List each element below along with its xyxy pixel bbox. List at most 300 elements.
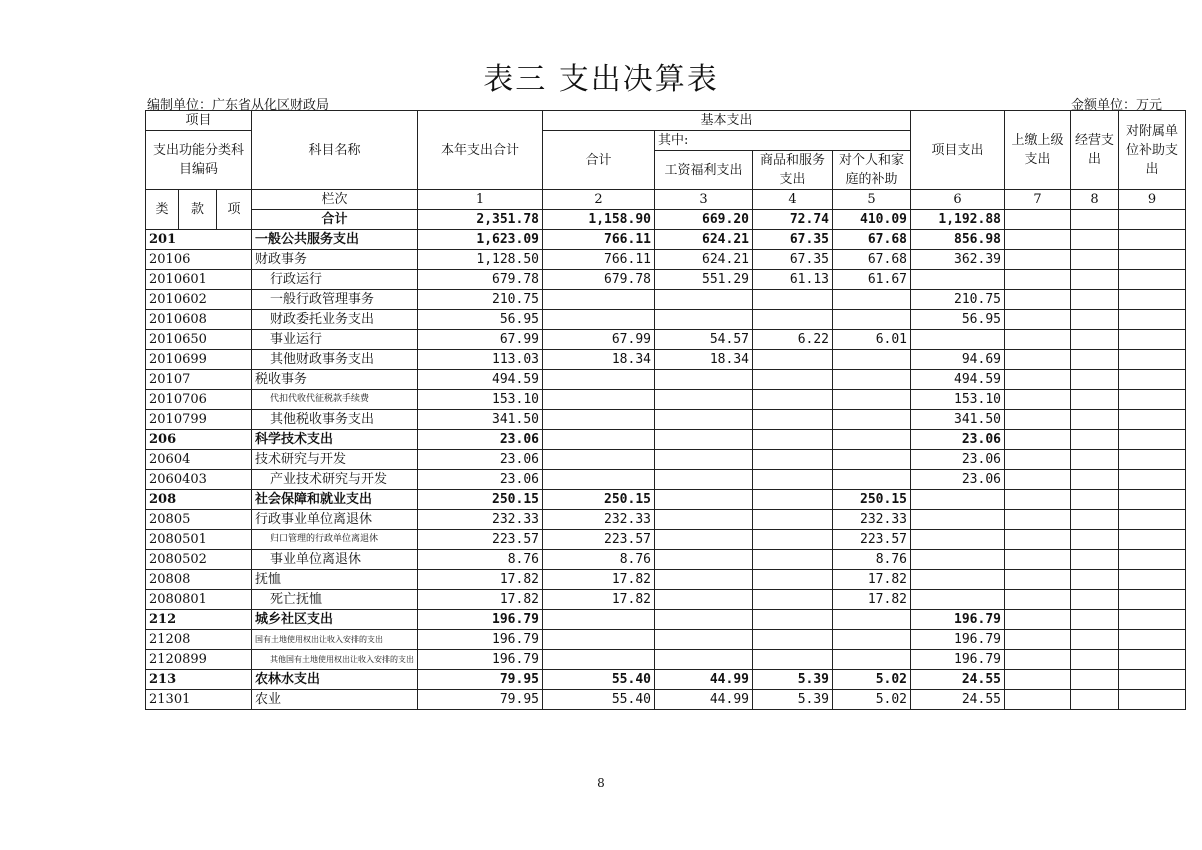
row-v6: [911, 490, 1005, 510]
row-v8: [1071, 630, 1119, 650]
row-v6: [911, 270, 1005, 290]
table-row: [146, 490, 1186, 510]
total-v5: 410.09: [833, 210, 911, 230]
row-v2: 18.34: [543, 350, 655, 370]
row-name: 科学技术支出: [252, 430, 418, 450]
col-no: 7: [1005, 190, 1071, 210]
header-kuan: 款: [179, 190, 217, 230]
row-v3: 18.34: [655, 350, 753, 370]
row-code: 20107: [146, 370, 252, 390]
row-v9: [1119, 470, 1186, 490]
row-v7: [1005, 450, 1071, 470]
col-no: 4: [753, 190, 833, 210]
row-v8: [1071, 530, 1119, 550]
row-v8: [1071, 450, 1119, 470]
table-row: [146, 410, 1186, 430]
row-v7: [1005, 590, 1071, 610]
row-v9: [1119, 370, 1186, 390]
table-row: [146, 650, 1186, 670]
row-v4: [753, 650, 833, 670]
header-xiang: 项: [217, 190, 252, 230]
row-v7: [1005, 530, 1071, 550]
table-row: [146, 610, 1186, 630]
row-name: 一般公共服务支出: [252, 230, 418, 250]
table-row: [146, 250, 1186, 270]
row-v5: 250.15: [833, 490, 911, 510]
row-name: 税收事务: [252, 370, 418, 390]
row-v9: [1119, 250, 1186, 270]
row-v8: [1071, 430, 1119, 450]
row-v2: 17.82: [543, 590, 655, 610]
row-v4: [753, 510, 833, 530]
row-v4: [753, 410, 833, 430]
row-v1: 494.59: [418, 370, 543, 390]
header-wage: 工资福利支出: [655, 151, 753, 190]
row-v1: 17.82: [418, 570, 543, 590]
row-v9: [1119, 530, 1186, 550]
row-v5: 6.01: [833, 330, 911, 350]
row-v3: [655, 390, 753, 410]
table-row: [146, 310, 1186, 330]
row-code: 2010650: [146, 330, 252, 350]
row-v2: [543, 630, 655, 650]
row-v4: [753, 370, 833, 390]
row-code: 21208: [146, 630, 252, 650]
row-v2: [543, 290, 655, 310]
row-v4: [753, 490, 833, 510]
table-row: [146, 270, 1186, 290]
row-v6: 856.98: [911, 230, 1005, 250]
row-v7: [1005, 670, 1071, 690]
row-v7: [1005, 490, 1071, 510]
row-v3: 551.29: [655, 270, 753, 290]
row-v9: [1119, 310, 1186, 330]
row-v7: [1005, 650, 1071, 670]
row-name: 行政运行: [252, 270, 418, 290]
row-v1: 196.79: [418, 630, 543, 650]
row-v4: 67.35: [753, 230, 833, 250]
header-personal: 对个人和家庭的补助: [833, 151, 911, 190]
row-v8: [1071, 610, 1119, 630]
row-v3: [655, 470, 753, 490]
row-v1: 79.95: [418, 670, 543, 690]
table-row: [146, 350, 1186, 370]
row-v5: 67.68: [833, 250, 911, 270]
row-v1: 223.57: [418, 530, 543, 550]
row-v6: 341.50: [911, 410, 1005, 430]
row-v5: 17.82: [833, 590, 911, 610]
col-no: 6: [911, 190, 1005, 210]
table-row: [146, 450, 1186, 470]
row-v6: [911, 590, 1005, 610]
row-v8: [1071, 330, 1119, 350]
row-v6: 94.69: [911, 350, 1005, 370]
row-code: 2010699: [146, 350, 252, 370]
row-v1: 8.76: [418, 550, 543, 570]
row-name: 农林水支出: [252, 670, 418, 690]
row-v8: [1071, 350, 1119, 370]
row-v4: [753, 530, 833, 550]
row-v1: 56.95: [418, 310, 543, 330]
row-v2: 17.82: [543, 570, 655, 590]
col-no: 5: [833, 190, 911, 210]
row-v9: [1119, 570, 1186, 590]
row-v4: 5.39: [753, 670, 833, 690]
row-name: 其他税收事务支出: [252, 410, 418, 430]
row-v3: [655, 650, 753, 670]
table-row: [146, 470, 1186, 490]
total-v7: [1005, 210, 1071, 230]
row-v3: [655, 450, 753, 470]
total-v1: 2,351.78: [418, 210, 543, 230]
row-code: 20106: [146, 250, 252, 270]
row-v8: [1071, 550, 1119, 570]
row-v1: 232.33: [418, 510, 543, 530]
table-row: [146, 690, 1186, 710]
row-v5: [833, 290, 911, 310]
row-v4: [753, 590, 833, 610]
row-v3: [655, 310, 753, 330]
table-row: [146, 390, 1186, 410]
row-v8: [1071, 230, 1119, 250]
row-name: 产业技术研究与开发: [252, 470, 418, 490]
row-v3: [655, 410, 753, 430]
row-v5: [833, 450, 911, 470]
row-v7: [1005, 230, 1071, 250]
row-v5: 67.68: [833, 230, 911, 250]
row-v6: 196.79: [911, 630, 1005, 650]
col-no: 3: [655, 190, 753, 210]
row-v6: 196.79: [911, 610, 1005, 630]
row-name: 社会保障和就业支出: [252, 490, 418, 510]
row-v7: [1005, 570, 1071, 590]
header-func-code: 支出功能分类科目编码: [146, 131, 252, 190]
row-v6: 153.10: [911, 390, 1005, 410]
row-code: 2080502: [146, 550, 252, 570]
row-v9: [1119, 350, 1186, 370]
row-v8: [1071, 370, 1119, 390]
table-row: [146, 230, 1186, 250]
row-v4: [753, 390, 833, 410]
total-v2: 1,158.90: [543, 210, 655, 230]
row-v1: 113.03: [418, 350, 543, 370]
row-v1: 210.75: [418, 290, 543, 310]
total-v8: [1071, 210, 1119, 230]
row-v5: 223.57: [833, 530, 911, 550]
row-v6: 23.06: [911, 470, 1005, 490]
row-v7: [1005, 410, 1071, 430]
col-no: 8: [1071, 190, 1119, 210]
row-v8: [1071, 410, 1119, 430]
row-code: 213: [146, 670, 252, 690]
table-row: [146, 630, 1186, 650]
header-business: 经营支出: [1071, 111, 1119, 190]
row-v8: [1071, 310, 1119, 330]
row-v3: [655, 490, 753, 510]
row-code: 2010608: [146, 310, 252, 330]
row-v5: [833, 650, 911, 670]
row-v7: [1005, 690, 1071, 710]
row-code: 20604: [146, 450, 252, 470]
row-v2: [543, 650, 655, 670]
row-v6: [911, 570, 1005, 590]
row-v7: [1005, 350, 1071, 370]
row-v2: [543, 370, 655, 390]
row-v5: 61.67: [833, 270, 911, 290]
row-code: 21301: [146, 690, 252, 710]
header-project: 项目支出: [911, 111, 1005, 190]
row-code: 2120899: [146, 650, 252, 670]
row-v5: 17.82: [833, 570, 911, 590]
row-v2: 250.15: [543, 490, 655, 510]
header-item: 项目: [146, 111, 252, 131]
row-v6: 24.55: [911, 690, 1005, 710]
row-v8: [1071, 650, 1119, 670]
row-code: 2010602: [146, 290, 252, 310]
row-v8: [1071, 470, 1119, 490]
row-v3: [655, 430, 753, 450]
row-name: 农业: [252, 690, 418, 710]
row-v6: 494.59: [911, 370, 1005, 390]
row-v5: [833, 390, 911, 410]
total-v3: 669.20: [655, 210, 753, 230]
row-v1: 153.10: [418, 390, 543, 410]
row-name: 抚恤: [252, 570, 418, 590]
row-v4: [753, 350, 833, 370]
amount-unit: 金额单位：万元: [1070, 98, 1162, 113]
row-v6: 210.75: [911, 290, 1005, 310]
row-v9: [1119, 510, 1186, 530]
row-name: 行政事业单位离退休: [252, 510, 418, 530]
row-v8: [1071, 390, 1119, 410]
col-no: 1: [418, 190, 543, 210]
row-v3: [655, 590, 753, 610]
row-name: 财政事务: [252, 250, 418, 270]
row-v6: [911, 510, 1005, 530]
row-v6: 362.39: [911, 250, 1005, 270]
row-v5: [833, 410, 911, 430]
table-row: [146, 590, 1186, 610]
row-v2: [543, 470, 655, 490]
row-v5: [833, 370, 911, 390]
table-row: [146, 510, 1186, 530]
row-v6: 196.79: [911, 650, 1005, 670]
row-name: 技术研究与开发: [252, 450, 418, 470]
row-v2: [543, 610, 655, 630]
row-v1: 196.79: [418, 610, 543, 630]
row-name: 事业运行: [252, 330, 418, 350]
row-v9: [1119, 590, 1186, 610]
row-v7: [1005, 510, 1071, 530]
row-v6: [911, 530, 1005, 550]
row-v2: [543, 430, 655, 450]
row-name: 代扣代收代征税款手续费: [252, 390, 418, 410]
row-v2: 67.99: [543, 330, 655, 350]
row-code: 201: [146, 230, 252, 250]
row-v9: [1119, 430, 1186, 450]
row-v8: [1071, 670, 1119, 690]
row-v9: [1119, 490, 1186, 510]
row-v7: [1005, 250, 1071, 270]
row-v9: [1119, 390, 1186, 410]
row-v3: [655, 630, 753, 650]
row-v3: 44.99: [655, 670, 753, 690]
header-subject: 科目名称: [252, 111, 418, 190]
row-v1: 67.99: [418, 330, 543, 350]
row-code: 20805: [146, 510, 252, 530]
row-v1: 79.95: [418, 690, 543, 710]
row-name: 国有土地使用权出让收入安排的支出: [252, 630, 418, 650]
row-v1: 17.82: [418, 590, 543, 610]
header-basic: 基本支出: [543, 111, 911, 131]
row-v4: [753, 630, 833, 650]
row-v2: 8.76: [543, 550, 655, 570]
row-v7: [1005, 630, 1071, 650]
row-v5: [833, 350, 911, 370]
table-row: [146, 570, 1186, 590]
table-row: [146, 670, 1186, 690]
row-v9: [1119, 550, 1186, 570]
row-v3: [655, 510, 753, 530]
row-v3: [655, 370, 753, 390]
page-number: 8: [597, 776, 605, 790]
row-v7: [1005, 310, 1071, 330]
row-v2: 55.40: [543, 690, 655, 710]
row-v4: [753, 610, 833, 630]
row-v3: [655, 610, 753, 630]
row-v2: [543, 410, 655, 430]
table-row: [146, 550, 1186, 570]
row-v6: [911, 550, 1005, 570]
row-v9: [1119, 650, 1186, 670]
row-v7: [1005, 290, 1071, 310]
row-v3: [655, 550, 753, 570]
expenditure-table: [145, 110, 1186, 710]
row-v7: [1005, 610, 1071, 630]
row-v8: [1071, 490, 1119, 510]
row-v5: 5.02: [833, 690, 911, 710]
row-v5: 8.76: [833, 550, 911, 570]
table-row: [146, 370, 1186, 390]
row-v2: [543, 390, 655, 410]
row-v8: [1071, 510, 1119, 530]
row-v1: 1,128.50: [418, 250, 543, 270]
row-name: 死亡抚恤: [252, 590, 418, 610]
total-label: 合计: [252, 210, 418, 230]
row-v9: [1119, 690, 1186, 710]
row-v4: 5.39: [753, 690, 833, 710]
row-v5: 5.02: [833, 670, 911, 690]
row-v2: 679.78: [543, 270, 655, 290]
row-v9: [1119, 330, 1186, 350]
row-code: 212: [146, 610, 252, 630]
total-v9: [1119, 210, 1186, 230]
row-v9: [1119, 450, 1186, 470]
header-lanci: 栏次: [252, 190, 418, 210]
row-v8: [1071, 590, 1119, 610]
header-total-year: 本年支出合计: [418, 111, 543, 190]
row-v8: [1071, 250, 1119, 270]
row-v6: 23.06: [911, 450, 1005, 470]
row-v7: [1005, 430, 1071, 450]
total-v6: 1,192.88: [911, 210, 1005, 230]
row-name: 一般行政管理事务: [252, 290, 418, 310]
row-v1: 341.50: [418, 410, 543, 430]
row-v4: 6.22: [753, 330, 833, 350]
row-v3: 44.99: [655, 690, 753, 710]
header-lei: 类: [146, 190, 179, 230]
header-upper: 上缴上级支出: [1005, 111, 1071, 190]
header-subtotal: 合计: [543, 131, 655, 190]
row-v9: [1119, 670, 1186, 690]
table-row: [146, 290, 1186, 310]
compiling-unit: 编制单位：广东省从化区财政局: [147, 98, 330, 113]
table-row: [146, 530, 1186, 550]
row-v3: [655, 290, 753, 310]
row-name: 事业单位离退休: [252, 550, 418, 570]
row-v8: [1071, 270, 1119, 290]
row-v4: [753, 290, 833, 310]
row-v4: [753, 450, 833, 470]
row-v8: [1071, 690, 1119, 710]
row-name: 其他国有土地使用权出让收入安排的支出: [252, 650, 418, 670]
row-code: 208: [146, 490, 252, 510]
row-code: 2080501: [146, 530, 252, 550]
row-name: 城乡社区支出: [252, 610, 418, 630]
row-v6: 24.55: [911, 670, 1005, 690]
row-code: 2010601: [146, 270, 252, 290]
row-v9: [1119, 610, 1186, 630]
row-v2: [543, 310, 655, 330]
row-v2: 55.40: [543, 670, 655, 690]
row-v7: [1005, 470, 1071, 490]
total-v4: 72.74: [753, 210, 833, 230]
row-v4: 61.13: [753, 270, 833, 290]
row-code: 2010706: [146, 390, 252, 410]
row-v5: 232.33: [833, 510, 911, 530]
row-v4: [753, 430, 833, 450]
row-name: 财政委托业务支出: [252, 310, 418, 330]
row-v5: [833, 610, 911, 630]
row-v5: [833, 470, 911, 490]
row-v1: 23.06: [418, 450, 543, 470]
row-v5: [833, 430, 911, 450]
table-row: [146, 330, 1186, 350]
row-v4: [753, 570, 833, 590]
row-v3: 624.21: [655, 230, 753, 250]
row-code: 2010799: [146, 410, 252, 430]
row-name: 归口管理的行政单位离退休: [252, 530, 418, 550]
row-v5: [833, 310, 911, 330]
row-v2: [543, 450, 655, 470]
row-v3: 54.57: [655, 330, 753, 350]
row-v7: [1005, 550, 1071, 570]
row-v6: [911, 330, 1005, 350]
row-v3: [655, 530, 753, 550]
row-v2: 223.57: [543, 530, 655, 550]
row-v8: [1071, 570, 1119, 590]
row-code: 206: [146, 430, 252, 450]
row-v4: [753, 310, 833, 330]
row-v9: [1119, 270, 1186, 290]
header-subsidy: 对附属单位补助支出: [1119, 111, 1186, 190]
row-v5: [833, 630, 911, 650]
row-v1: 679.78: [418, 270, 543, 290]
row-code: 2060403: [146, 470, 252, 490]
header-among: 其中:: [655, 131, 911, 151]
row-v1: 23.06: [418, 430, 543, 450]
row-v1: 250.15: [418, 490, 543, 510]
